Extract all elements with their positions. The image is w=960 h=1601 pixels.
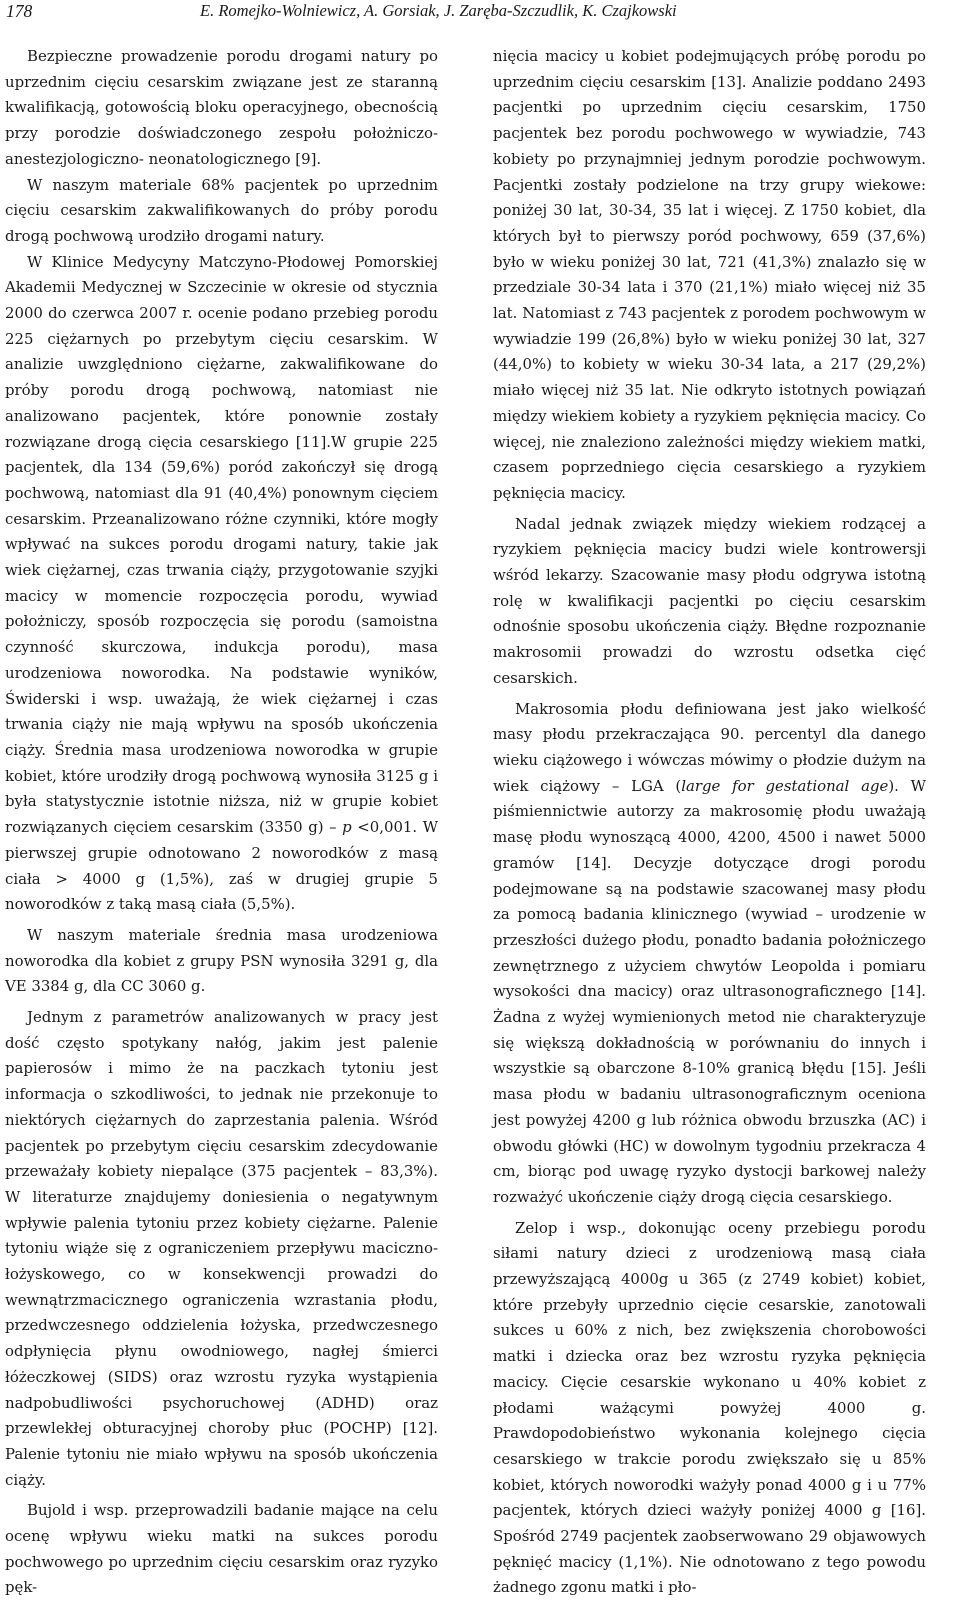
- paragraph: [5, 250, 438, 918]
- page-header: [0, 0, 960, 26]
- paragraph: [493, 697, 926, 1211]
- paragraph-text: W Klinice Medycyny Matczyno-Płodowej Pomorskiej Akademii Medycznej w Szczecinie w okresie od stycznia 2000 do czerwca 2007 r. ocenie podano przebieg porodu 225 ciężarnych po przebytym cięciu cesarskim. W analizie uwzględniono ciężarne, zakwalifikowane do próby porodu drogą pochwową, natomiast nie analizowano pacjentek, które ponownie zostały rozwiązane drogą cięcia cesarskiego [11].W grupie 225 pacjentek, dla 134 (59,6%) poród zakończył się drogą pochwową, natomiast dla 91 (40,4%) ponownym cięciem cesarskim. Przeanalizowano różne czynniki, które mogły wpływać na sukces porodu drogami natury, takie jak wiek ciężarnej, czas trwania ciąży, przygotowanie szyjki macicy w momencie rozpoczęcia porodu, wywiad położniczy, sposób rozpoczęcia się porodu (samoistna czynność skurczowa, indukcja porodu), masa urodzeniowa noworodka. Na podstawie wyników, Świderski i wsp. uważają, że wiek ciężarnej i czas trwania ciąży nie mają wpływu na sposób ukończenia ciąży. Średnia masa urodzeniowa noworodka w grupie kobiet, które urodziły drogą pochwową wynosiła 3125 g i była statystycznie istotnie niższa, niż w grupie kobiet rozwiązanych cięciem cesarskim (3350 g) –: [5, 252, 438, 837]
- left-column: [5, 44, 438, 1601]
- running-head-authors: E. Romejko-Wolniewicz, A. Gorsiak, J. Zaręba-Szczudlik, K. Czajkowski: [200, 1, 677, 20]
- paragraph: Bezpieczne prowadzenie porodu drogami natury po uprzednim cięciu cesarskim związane jest ze staranną kwalifikacją, gotowością bloku operacyjnego, obecnością przy porodzie doświadczonego zespołu położniczo- anestezjologiczno- neonatologicznego [9].: [5, 47, 438, 168]
- paragraph-text: Makrosomia płodu definiowana jest jako wielkość masy płodu przekraczająca 90. percentyl dla danego wieku ciążowego i wówczas mówimy o płodzie dużym na wiek ciążowy – LGA (: [493, 699, 926, 795]
- right-column: [493, 44, 926, 1601]
- paragraph-text: <0,001. W pierwszej grupie odnotowano 2 noworodków z masą ciała > 4000 g (1,5%), zaś w drugiej grupie 5 noworodków z taką masą ciała (5,5%).: [5, 818, 439, 914]
- paragraph: Jednym z parametrów analizowanych w pracy jest dość często spotykany nałóg, jakim jest palenie papierosów i mimo że na paczkach tytoniu jest informacja o szkodliwości, to jednak nie przekonuje to niektórych ciężarnych do zaprzestania palenia. Wśród pacjentek po przebytym cięciu cesarskim zdecydowanie przeważały kobiety niepalące (375 pacjentek – 83,3%). W literaturze znajdujemy doniesienia o negatywnym wpływie palenia tytoniu przez kobiety ciężarne. Palenie tytoniu wiąże się z ograniczeniem przepływu maciczno-łożyskowego, co w konsekwencji prowadzi do wewnątrzmacicznego ograniczenia wzrastania płodu, przedwczesnego oddzielenia łożyska, przedwczesnego odpłynięcia płynu owodniowego, nagłej śmierci łóżeczkowej (SIDS) oraz wzrostu ryzyka wystąpienia nadpobudliwości psychoruchowej (ADHD) oraz przewlekłej obturacyjnej choroby płuc (POCHP) [12]. Palenie tytoniu nie miało wpływu na sposób ukończenia ciąży.: [5, 1008, 438, 1489]
- paragraph: W naszym materiale 68% pacjentek po uprzednim cięciu cesarskim zakwalifikowanych do próby porodu drogą pochwową urodziło drogami natury.: [5, 175, 438, 245]
- paragraph: Bujold i wsp. przeprowadzili badanie mające na celu ocenę wpływu wieku matki na sukces porodu pochwowego po uprzednim cięciu cesarskim oraz ryzyko pęk-: [5, 1501, 438, 1597]
- paragraph: nięcia macicy u kobiet podejmujących próbę porodu po uprzednim cięciu cesarskim [13]. Analizie poddano 2493 pacjentki po uprzednim cięciu cesarskim, 1750 pacjentek bez porodu pochwowego w wywiadzie, 743 kobiety po przynajmniej jednym porodzie pochwowym. Pacjentki zostały podzielone na trzy grupy wiekowe: poniżej 30 lat, 30-34, 35 lat i więcej. Z 1750 kobiet, dla których był to pierwszy poród pochwowy, 659 (37,6%) było w wieku poniżej 30 lat, 721 (41,3%) znalazło się w przedziale 30-34 lata i 370 (21,1%) miało więcej niż 35 lat. Natomiast z 743 pacjentek z porodem pochwowym w wywiadzie 199 (26,8%) było w wieku poniżej 30 lat, 327 (44,0%) to kobiety w wieku 30-34 lata, a 217 (29,2%) miało więcej niż 35 lat. Nie odkryto istotnych powiązań między wiekiem kobiety a ryzykiem pęknięcia macicy. Co więcej, nie znaleziono zależności między wiekiem matki, czasem poprzedniego cięcia cesarskiego a ryzykiem pęknięcia macicy.: [493, 47, 926, 502]
- paragraph: Zelop i wsp., dokonując oceny przebiegu porodu siłami natury dzieci z urodzeniową masą ciała przewyższającą 4000g u 365 (z 2749 kobiet) kobiet, które przebyły uprzednio cięcie cesarskie, zanotowali sukces u 60% z nich, bez zwiększenia chorobowości matki i dziecka oraz bez wzrostu ryzyka pęknięcia macicy. Cięcie cesarskie wykonano u 40% kobiet z płodami ważącymi powyżej 4000 g. Prawdopodobieństwo wykonania kolejnego cięcia cesarskiego w trakcie porodu zwiększało się u 85% kobiet, których noworodki ważyły ponad 4000 g i u 77% pacjentek, których dzieci ważyły poniżej 4000 g [16]. Spośród 2749 pacjentek zaobserwowano 29 objawowych pęknięć macicy (1,1%). Nie odnotowano z tego powodu żadnego zgonu matki i pło-: [493, 1218, 926, 1597]
- page-number: 178: [6, 1, 33, 21]
- paragraph: W naszym materiale średnia masa urodzeniowa noworodka dla kobiet z grupy PSN wynosiła 3291 g, dla VE 3384 g, dla CC 3060 g.: [5, 925, 438, 996]
- p-value-symbol: p: [342, 818, 352, 837]
- italic-term: large for gestational age: [681, 776, 889, 795]
- paragraph: Nadal jednak związek między wiekiem rodzącej a ryzykiem pęknięcia macicy budzi wiele kontrowersji wśród lekarzy. Szacowanie masy płodu odgrywa istotną rolę w kwalifikacji pacjentki po cięciu cesarskim odnośnie sposobu ukończenia ciąży. Błędne rozpoznanie makrosomii prowadzi do wzrostu odsetka cięć cesarskich.: [493, 514, 926, 687]
- paragraph-text: ). W piśmiennictwie autorzy za makrosomię płodu uważają masę płodu wynoszącą 4000, 4200, 4500 i nawet 5000 gramów [14]. Decyzje dotyczące drogi porodu podejmowane są na podstawie szacowanej masy płodu za pomocą badania klinicznego (wywiad – urodzenie w przeszłości dużego płodu, ponadto badania położniczego zewnętrznego z użyciem chwytów Leopolda i pomiaru wysokości dna macicy) oraz ultrasonograficznego [14]. Żadna z wyżej wymienionych metod nie charakteryzuje się większą dokładnością w porównaniu do innych i wszystkie są obarczone 8-10% granicą błędu [15]. Jeśli masa płodu w badaniu ultrasonograficznym oceniona jest powyżej 4200 g lub różnica obwodu brzuszka (AC) i obwodu główki (HC) w dowolnym tygodniu przekracza 4 cm, biorąc pod uwagę ryzyko dystocji barkowej należy rozważyć ukończenie ciąży drogą cięcia cesarskiego.: [493, 776, 926, 1206]
